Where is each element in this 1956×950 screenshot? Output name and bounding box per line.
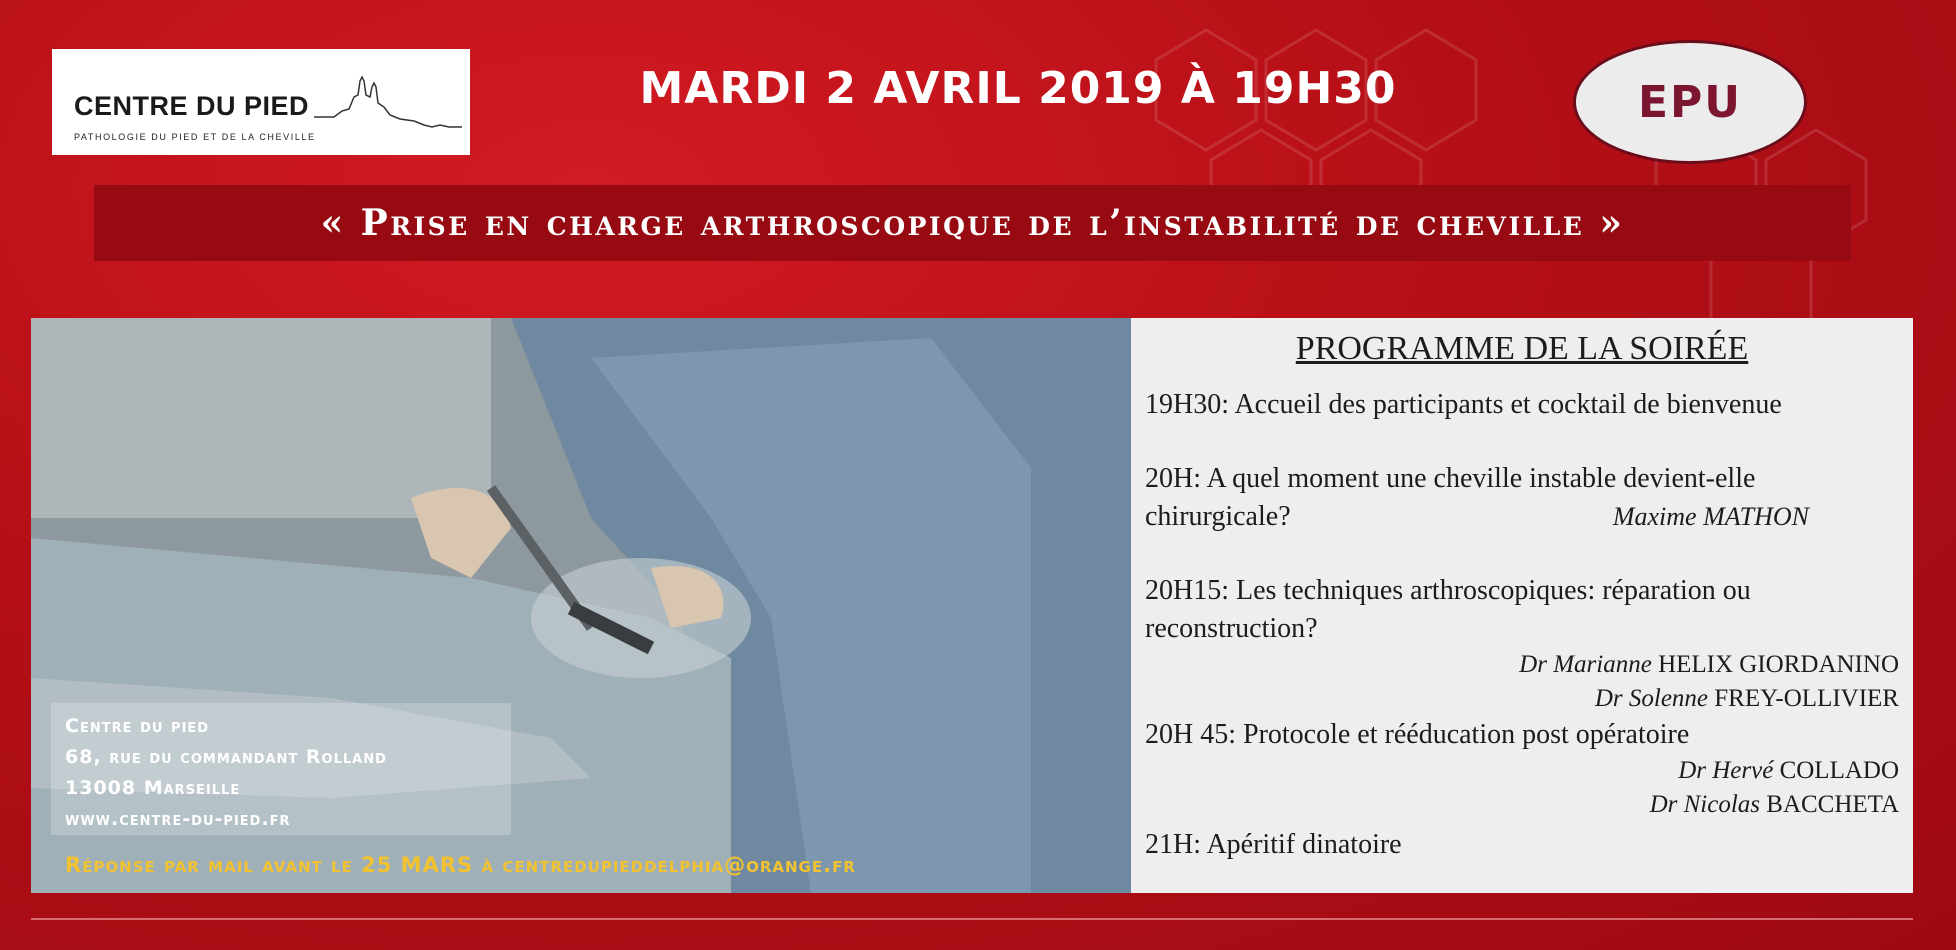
speaker-name: COLLADO xyxy=(1779,757,1899,784)
website-link[interactable]: www.centre-du-pied.fr xyxy=(65,808,291,830)
speaker-row xyxy=(1145,788,1899,822)
divider-line xyxy=(31,918,1913,920)
speaker-title: Dr Hervé xyxy=(1678,757,1774,784)
logo-title: CENTRE DU PIED xyxy=(74,91,310,121)
title-banner xyxy=(94,185,1851,261)
program-item-continuation xyxy=(1145,498,1899,536)
speaker-row xyxy=(1145,754,1899,788)
banner-title: « Prise en charge arthroscopique de l’instabilité de cheville » xyxy=(320,202,1625,244)
speaker-row xyxy=(1145,682,1899,716)
address-line: 68, rue du commandant Rolland xyxy=(65,746,387,768)
address-line: 13008 Marseille xyxy=(65,777,241,799)
surgery-photo xyxy=(31,318,1131,893)
program-item-text: chirurgicale? xyxy=(1145,501,1291,532)
program-item: 20H 45: Protocole et rééducation post opératoire xyxy=(1145,719,1690,750)
program-item: 20H: A quel moment une cheville instable devient-elle xyxy=(1145,463,1756,494)
speaker-name: BACCHETA xyxy=(1766,791,1899,818)
speaker-title: Dr Solenne xyxy=(1594,685,1709,712)
speaker-title: Dr Marianne xyxy=(1519,651,1652,678)
address-box xyxy=(51,703,511,835)
program-panel xyxy=(1131,318,1913,893)
speaker-row xyxy=(1145,648,1899,682)
epu-badge: EPU xyxy=(1573,40,1807,164)
logo-subtitle: PATHOLOGIE DU PIED ET DE LA CHEVILLE xyxy=(74,132,316,142)
program-item: 21H: Apéritif dinatoire xyxy=(1145,829,1402,860)
program-item: 20H15: Les techniques arthroscopiques: réparation ou xyxy=(1145,575,1751,606)
speaker-name: FREY-OLLIVIER xyxy=(1714,685,1899,712)
event-date: MARDI 2 AVRIL 2019 À 19H30 xyxy=(639,63,1397,114)
rsvp-note: Réponse par mail avant le 25 MARS à centredupieddelphia@orange.fr xyxy=(65,853,856,877)
speaker-title: Dr Nicolas xyxy=(1649,791,1761,818)
program-title: PROGRAMME DE LA SOIRÉE xyxy=(1295,330,1749,367)
speaker-name: Maxime MATHON xyxy=(1612,502,1809,531)
program-item: 19H30: Accueil des participants et cocktail de bienvenue xyxy=(1145,389,1782,420)
program-item: reconstruction? xyxy=(1145,613,1318,644)
address-line: Centre du pied xyxy=(65,715,210,737)
speaker-name: HELIX GIORDANINO xyxy=(1658,651,1899,678)
